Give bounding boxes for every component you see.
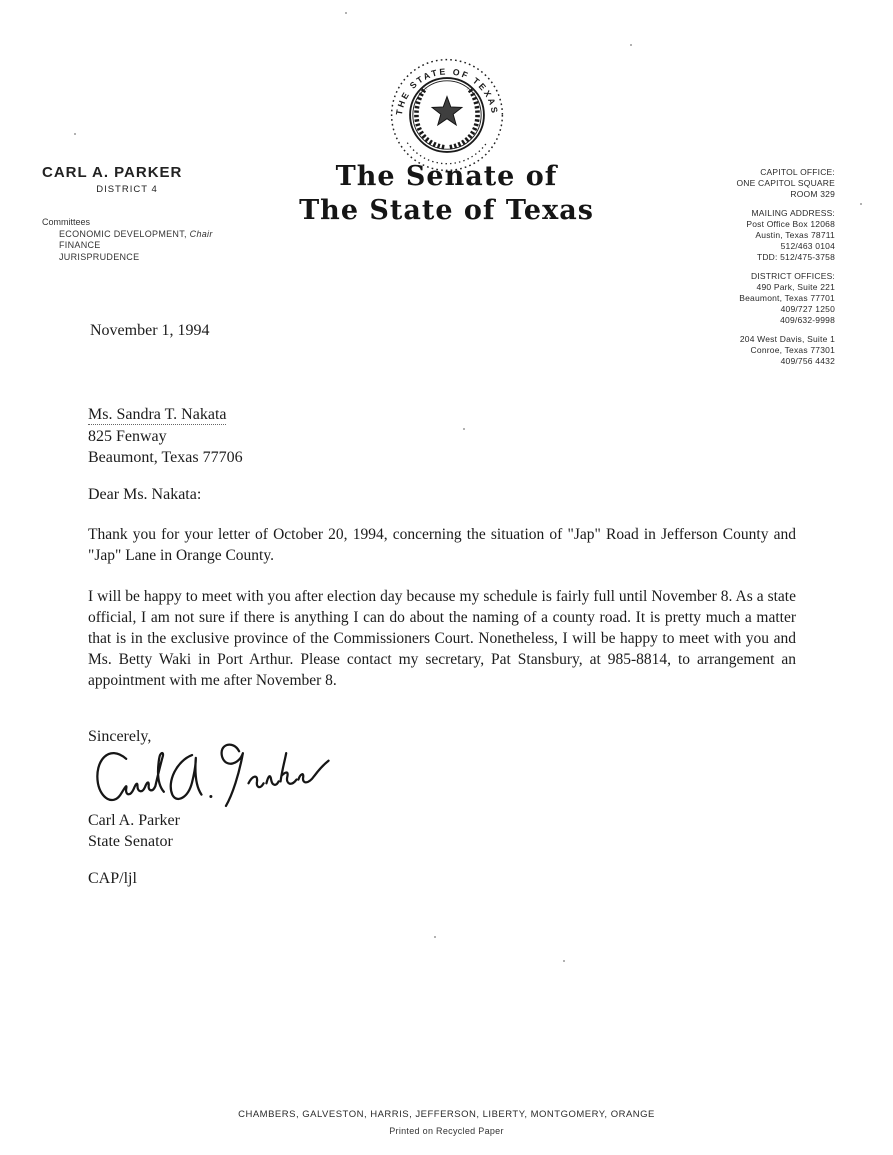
committee-item: FINANCE xyxy=(59,240,101,250)
mailing-address-line: Austin, Texas 78711 xyxy=(755,229,835,240)
capitol-office-label: CAPITOL OFFICE: xyxy=(760,167,835,177)
offices-block xyxy=(635,167,835,376)
senator-info-block xyxy=(42,164,342,263)
reference-initials: CAP/ljl xyxy=(88,870,137,887)
committee-role: Chair xyxy=(189,228,213,239)
senator-name: CARL A. PARKER xyxy=(42,164,183,181)
scan-noise xyxy=(630,44,632,46)
district-office-line: 490 Park, Suite 221 xyxy=(756,282,835,293)
closing: Sincerely, xyxy=(88,728,152,745)
scan-noise xyxy=(74,133,76,135)
committee-name: ECONOMIC DEVELOPMENT, xyxy=(59,228,187,239)
footer-recycled-note: Printed on Recycled Paper xyxy=(389,1126,504,1136)
district-office-2-group xyxy=(635,334,835,366)
paragraph-1: Thank you for your letter of October 20, 1994, concerning the situation of "Jap" Road in Jefferson County and "Jap" Lane in Orange County. xyxy=(88,526,796,564)
committee-item: JURISPRUDENCE xyxy=(59,251,140,262)
mailing-address-line: Post Office Box 12068 xyxy=(746,219,835,230)
signature-block xyxy=(88,811,180,852)
mailing-address-group xyxy=(635,208,835,262)
recipient-city: Beaumont, Texas 77706 xyxy=(88,449,243,466)
scan-noise xyxy=(563,960,565,962)
scan-noise xyxy=(434,936,436,938)
letterhead-title-line2: The State of Texas xyxy=(299,195,594,226)
senator-district: DISTRICT 4 xyxy=(96,184,158,195)
committee-item xyxy=(59,229,342,241)
scan-noise xyxy=(463,428,465,430)
mailing-address-line: 512/463 0104 xyxy=(780,240,835,251)
capitol-office-line: ROOM 329 xyxy=(790,188,835,199)
paragraph-2: I will be happy to meet with you after election day because my schedule is fairly full until November 8. As a state official, I am not sure if there is anything I can do about the naming of a county road. It is pretty much a matter that is in the exclusive province of the Commissioners Court. Nonetheless, I will be happy to meet with you and Ms. Betty Waki in Port Arthur. Please contact my secretary, Pat Stansbury, at 985-8814, to arrangement an appointment with me after November 8. xyxy=(88,588,796,689)
signer-title: State Senator xyxy=(88,832,173,850)
mailing-address-line: TDD: 512/475-3758 xyxy=(756,251,835,262)
seal-text: THE STATE OF TEXAS xyxy=(393,66,500,116)
signer-name: Carl A. Parker xyxy=(88,812,180,829)
district-office-1-group xyxy=(635,271,835,325)
recipient-name: Ms. Sandra T. Nakata xyxy=(88,406,227,423)
mailing-address-label: MAILING ADDRESS: xyxy=(751,208,835,219)
district-office-line: 409/632-9998 xyxy=(780,314,835,325)
capitol-office-group xyxy=(635,167,835,199)
committees-list xyxy=(42,217,342,263)
scan-noise xyxy=(345,12,347,14)
district-offices-label: DISTRICT OFFICES: xyxy=(751,271,835,282)
district-office-line: 204 West Davis, Suite 1 xyxy=(739,334,835,345)
recipient-street: 825 Fenway xyxy=(88,427,167,445)
letterhead-title-line1: The Senate of xyxy=(335,161,558,192)
district-office-line: Beaumont, Texas 77701 xyxy=(739,292,835,303)
district-office-line: 409/727 1250 xyxy=(780,303,835,314)
committees-label: Committees xyxy=(42,217,91,227)
recipient-address xyxy=(88,404,243,469)
salutation: Dear Ms. Nakata: xyxy=(88,486,202,503)
district-office-line: Conroe, Texas 77301 xyxy=(750,345,835,356)
capitol-office-line: ONE CAPITOL SQUARE xyxy=(736,177,835,188)
district-office-line: 409/756 4432 xyxy=(780,355,835,366)
footer-counties: CHAMBERS, GALVESTON, HARRIS, JEFFERSON, LIBERTY, MONTGOMERY, ORANGE xyxy=(238,1109,655,1120)
letter-date: November 1, 1994 xyxy=(90,322,210,339)
